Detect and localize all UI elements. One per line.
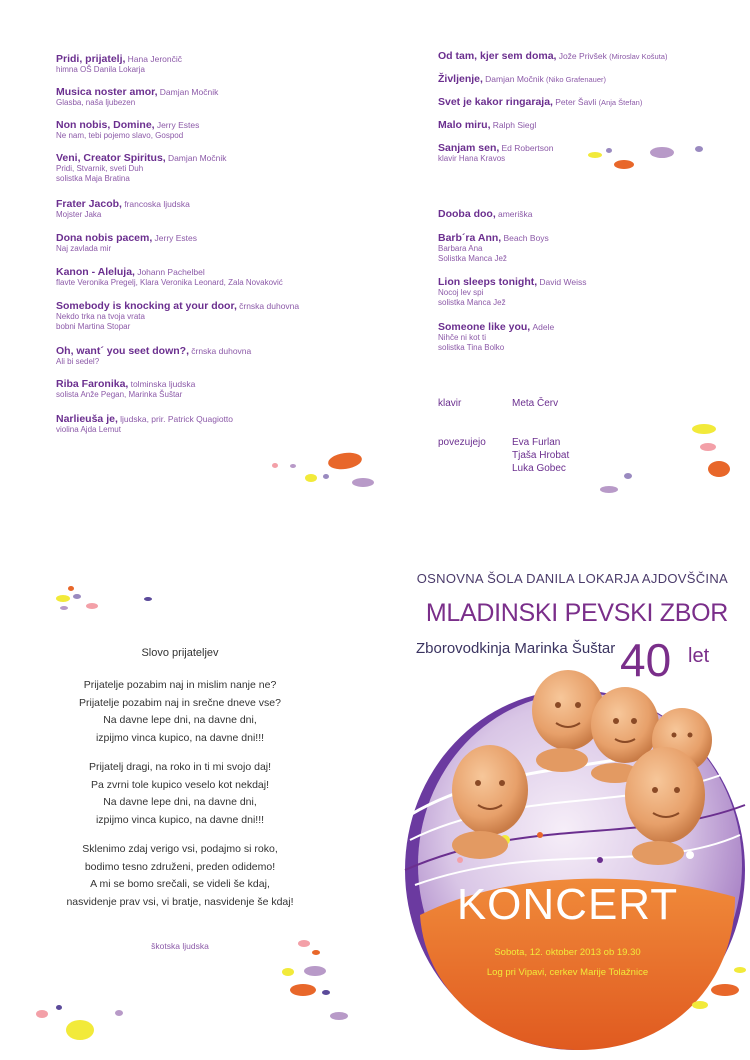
song-composer: Damjan Močnik — [159, 87, 219, 97]
program-item — [56, 199, 190, 220]
song-detail: Pridi, Stvarnik, sveti Duh — [56, 164, 144, 173]
poem-stanza — [30, 759, 330, 829]
concert-title: KONCERT — [456, 880, 679, 929]
program-item — [56, 301, 299, 332]
host-name: Eva Furlan — [512, 437, 561, 448]
song-title: Malo miru, — [438, 119, 491, 131]
song-title: Pridi, prijatelj, — [56, 53, 126, 65]
song-composer: Jerry Estes — [154, 233, 198, 243]
song-title: Sanjam sen, — [438, 142, 500, 154]
orange-dot — [614, 160, 634, 169]
song-composer: Johann Pachelbel — [137, 267, 205, 277]
years-unit: let — [688, 645, 710, 667]
pink-dot — [700, 443, 716, 451]
lilac-dot — [115, 1010, 123, 1016]
poem-line: bodimo tesno združeni, preden odidemo! — [84, 860, 276, 873]
orange-dot — [537, 832, 543, 838]
song-title: Dooba doo, — [438, 208, 496, 220]
piano-name: Meta Červ — [512, 398, 559, 409]
poem-stanza — [30, 841, 330, 911]
program-item — [56, 153, 227, 184]
program-item — [56, 120, 199, 141]
song-title: Od tam, kjer sem doma, — [438, 50, 557, 62]
orange-dot — [290, 984, 316, 996]
song-detail: Nocoj lev spi — [438, 288, 484, 297]
piano-label: klavir — [438, 398, 462, 409]
song-detail: solista Anže Pegan, Marinka Šuštar — [56, 390, 183, 399]
song-title: Non nobis, Domine, — [56, 119, 155, 131]
navy-dot — [56, 1005, 62, 1010]
song-detail: Ne nam, tebi pojemo slavo, Gospod — [56, 131, 184, 140]
song-title: Lion sleeps tonight, — [438, 276, 538, 288]
program-item — [438, 51, 667, 62]
poem-line: nasvidenje prav vsi, vi bratje, nasvidenje še kdaj! — [66, 895, 294, 908]
program-item — [438, 277, 586, 308]
pink-dot — [86, 603, 98, 609]
song-composer: črnska duhovna — [191, 346, 252, 356]
song-detail: klavir Hana Kravos — [438, 154, 506, 163]
song-detail: himna OŠ Danila Lokarja — [56, 65, 145, 74]
poem-line: Na davne lepe dni, na davne dni, — [103, 714, 257, 726]
program-item — [438, 97, 642, 108]
song-detail: solistka Tina Bolko — [438, 343, 505, 352]
navy-dot — [144, 597, 152, 601]
yellow-dot — [66, 1020, 94, 1040]
song-composer: Ed Robertson — [501, 143, 554, 153]
poem-line: izpijmo vinca kupico, na davne dni!!! — [95, 731, 265, 744]
program-item — [56, 233, 197, 254]
poem-stanza — [30, 677, 330, 747]
song-lyricist: (Miroslav Košuta) — [609, 52, 668, 61]
yellow-dot — [734, 967, 746, 973]
host-name: Tjaša Hrobat — [512, 450, 570, 461]
host-name: Luka Gobec — [512, 463, 566, 474]
yellow-dot — [588, 152, 602, 158]
song-detail: Glasba, naša ljubezen — [56, 98, 136, 107]
song-detail: bobni Martina Stopar — [56, 322, 131, 331]
program-item — [438, 209, 532, 220]
program-item — [56, 379, 195, 400]
song-composer: Damjan Močnik — [167, 153, 227, 163]
poem-line: Sklenimo zdaj verigo vsi, podajmo si roko, — [82, 843, 278, 855]
song-title: Veni, Creator Spiritus, — [56, 152, 166, 164]
song-detail: violina Ajda Lemut — [56, 425, 121, 434]
pink-dot — [272, 463, 278, 468]
song-lyricist: (Niko Grafenauer) — [545, 75, 607, 84]
song-detail: solistka Maja Bratina — [56, 174, 130, 183]
song-lyricist: (Anja Štefan) — [598, 98, 643, 107]
lilac-dot — [695, 146, 703, 152]
lilac-dot — [330, 1012, 348, 1020]
lilac-dot — [73, 594, 81, 599]
yellow-dot — [282, 968, 294, 976]
school-name: OSNOVNA ŠOLA DANILA LOKARJA AJDOVŠČINA — [416, 571, 728, 586]
program-item — [56, 87, 218, 108]
program-item — [56, 54, 182, 75]
song-composer: Damjan Močnik — [485, 74, 544, 84]
poem-line: Prijatelje pozabim naj in mislim nanje ne? — [83, 679, 277, 691]
song-title: Riba Faronika, — [56, 378, 129, 390]
song-detail: Solistka Manca Jež — [438, 254, 507, 263]
yellow-dot — [692, 424, 716, 434]
song-title: Narlieuša je, — [56, 413, 118, 425]
song-composer: ljudska, prir. Patrick Quagiotto — [120, 414, 234, 424]
hosts-label: povezujejo — [438, 437, 486, 448]
program-item — [56, 346, 251, 367]
program-item — [438, 322, 554, 353]
poem-title: Slovo prijateljev — [141, 647, 219, 659]
song-composer: Ralph Siegl — [492, 120, 537, 130]
lilac-dot — [600, 486, 618, 493]
cover-illustration — [390, 665, 750, 1060]
song-composer: Peter Šavli — [555, 97, 597, 107]
yellow-dot — [692, 1001, 708, 1009]
yellow-dot — [56, 595, 70, 602]
lilac-dot — [290, 464, 296, 468]
song-composer: David Weiss — [539, 277, 587, 287]
lilac-dot — [650, 147, 674, 158]
song-title: Somebody is knocking at your door, — [56, 300, 237, 312]
lilac-dot — [323, 474, 329, 479]
song-detail: flavte Veronika Pregelj, Klara Veronika Leonard, Zala Novaković — [56, 278, 283, 287]
conductor-name: Zborovodkinja Marinka Šuštar — [416, 640, 616, 657]
song-title: Barb´ra Ann, — [438, 232, 502, 244]
orange-dot — [711, 984, 739, 996]
pink-dot — [36, 1010, 48, 1018]
lilac-dot — [304, 966, 326, 976]
song-title: Frater Jacob, — [56, 198, 122, 210]
song-composer: Jerry Estes — [156, 120, 200, 130]
program-item — [438, 120, 536, 131]
navy-dot — [322, 990, 330, 995]
orange-dot — [708, 461, 730, 477]
lilac-dot — [606, 148, 612, 153]
song-title: Kanon - Aleluja, — [56, 266, 135, 278]
song-title: Dona nobis pacem, — [56, 232, 153, 244]
song-detail: Nihče ni kot ti — [438, 333, 487, 342]
purple-dot — [597, 857, 603, 863]
pink-dot — [457, 857, 463, 863]
white-dot — [686, 851, 694, 859]
song-composer: ameriška — [497, 209, 533, 219]
poem-origin: škotska ljudska — [151, 941, 209, 951]
song-composer: črnska duhovna — [239, 301, 300, 311]
song-title: Someone like you, — [438, 321, 531, 333]
lilac-dot — [624, 473, 632, 479]
program-item — [438, 143, 554, 164]
song-composer: Jože Privšek — [558, 51, 607, 61]
orange-dot — [68, 586, 74, 591]
choir-name: MLADINSKI PEVSKI ZBOR — [425, 599, 728, 627]
poem-line: Na davne lepe dni, na davne dni, — [103, 796, 257, 808]
program-item — [56, 267, 283, 288]
concert-date: Sobota, 12. oktober 2013 ob 19.30 — [494, 947, 641, 958]
song-composer: Adele — [532, 322, 555, 332]
song-title: Svet je kakor ringaraja, — [438, 96, 553, 108]
poem-line: izpijmo vinca kupico, na davne dni!!! — [95, 813, 265, 826]
program-item — [438, 233, 549, 264]
song-detail: solistka Manca Jež — [438, 298, 506, 307]
song-title: Življenje, — [438, 73, 483, 85]
lilac-dot — [352, 478, 374, 487]
program-item — [56, 414, 233, 435]
poem-line: Prijatelj dragi, na roko in ti mi svojo daj! — [88, 761, 272, 773]
yellow-dot — [305, 474, 317, 482]
song-composer: tolminska ljudska — [130, 379, 196, 389]
orange-dot — [327, 451, 363, 472]
song-composer: Beach Boys — [503, 233, 549, 243]
song-detail: Naj zavlada mir — [56, 244, 112, 253]
song-composer: francoska ljudska — [124, 199, 190, 209]
concert-venue: Log pri Vipavi, cerkev Marije Tolažnice — [486, 967, 649, 978]
years-number: 40 — [620, 634, 672, 686]
song-detail: Mojster Jaka — [56, 210, 102, 219]
program-item — [438, 74, 606, 85]
poem-line: A mi se bomo srečali, se videli še kdaj, — [90, 878, 270, 890]
song-title: Oh, want´ you seet down?, — [56, 345, 190, 357]
poem-line: Prijatelje pozabim naj in srečne dneve vse? — [79, 696, 281, 709]
poem-body — [30, 677, 330, 923]
lilac-dot — [60, 606, 68, 610]
song-detail: Nekdo trka na tvoja vrata — [56, 312, 145, 321]
song-title: Musica noster amor, — [56, 86, 158, 98]
poem-line: Pa zvrni tole kupico veselo kot nekdaj! — [90, 778, 269, 791]
song-composer: Hana Jerončič — [127, 54, 183, 64]
song-detail: Ali bi sedel? — [56, 357, 100, 366]
song-detail: Barbara Ana — [438, 244, 483, 253]
